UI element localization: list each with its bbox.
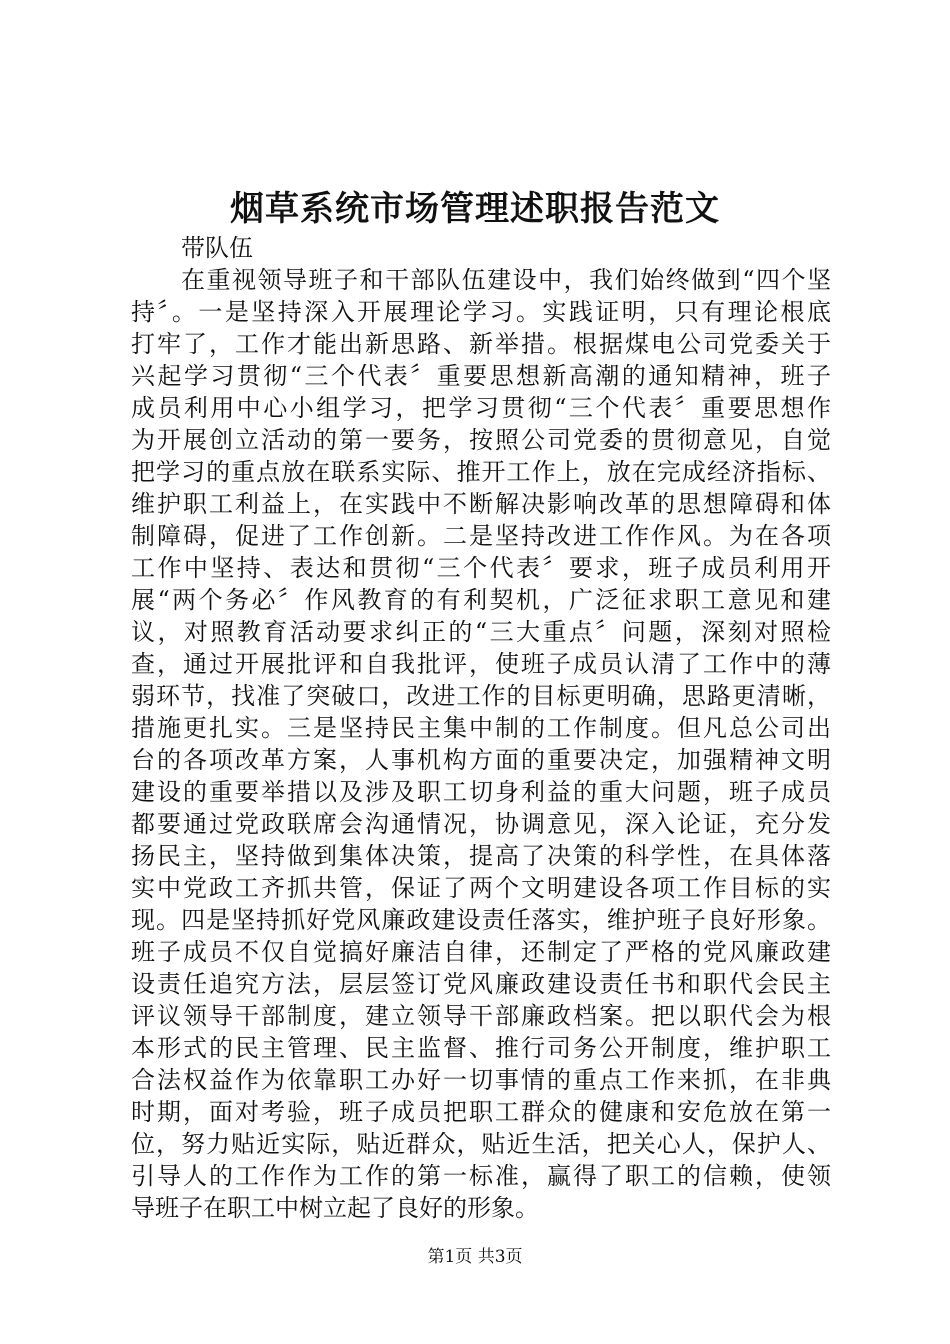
paragraph-line: 措施更扎实。三是坚持民主集中制的工作制度。但凡总公司出	[131, 714, 831, 742]
paragraph-line: 制障碍，促进了工作创新。二是坚持改进工作作风。为在各项	[131, 522, 831, 550]
paragraph-line: 评议领导干部制度，建立领导干部廉政档案。把以职代会为根	[131, 1002, 831, 1030]
paragraph-line: 为开展创立活动的第一要务，按照公司党委的贯彻意见，自觉	[131, 426, 831, 454]
paragraph-line: 查，通过开展批评和自我批评，使班子成员认清了工作中的薄	[131, 650, 831, 678]
paragraph-line: 班子成员不仅自觉搞好廉洁自律，还制定了严格的党风廉政建	[131, 938, 831, 966]
paragraph-line: 工作中坚持、表达和贯彻“三个代表〞要求，班子成员利用开	[131, 554, 831, 582]
paragraph-line: 持〞。一是坚持深入开展理论学习。实践证明，只有理论根底	[131, 298, 831, 326]
paragraph-line: 都要通过党政联席会沟通情况，协调意见，深入论证，充分发	[131, 810, 831, 838]
paragraph-line: 本形式的民主管理、民主监督、推行司务公开制度，维护职工	[131, 1034, 831, 1062]
paragraph-line: 现。四是坚持抓好党风廉政建设责任落实，维护班子良好形象。	[131, 906, 831, 934]
paragraph-line: 打牢了，工作才能出新思路、新举措。根据煤电公司党委关于	[131, 330, 831, 358]
paragraph-line: 实中党政工齐抓共管，保证了两个文明建设各项工作目标的实	[131, 874, 831, 902]
page-footer: 第1页 共3页	[427, 1247, 523, 1267]
paragraph-line: 时期，面对考验，班子成员把职工群众的健康和安危放在第一	[131, 1098, 831, 1126]
paragraph-line: 把学习的重点放在联系实际、推开工作上，放在完成经济指标、	[131, 458, 831, 486]
paragraph-line: 议，对照教育活动要求纠正的“三大重点〞问题，深刻对照检	[131, 618, 831, 646]
paragraph-line: 设责任追究方法，层层签订党风廉政建设责任书和职代会民主	[131, 970, 831, 998]
paragraph-line: 兴起学习贯彻“三个代表〞重要思想新高潮的通知精神，班子	[131, 362, 831, 390]
document-body	[131, 232, 831, 1224]
paragraph-line: 扬民主，坚持做到集体决策，提高了决策的科学性，在具体落	[131, 842, 831, 870]
paragraph-line: 引导人的工作作为工作的第一标准，赢得了职工的信赖，使领	[131, 1162, 831, 1190]
document-title: 烟草系统市场管理述职报告范文	[230, 189, 720, 229]
paragraph-line: 在重视领导班子和干部队伍建设中，我们始终做到“四个坚	[181, 266, 831, 294]
paragraph-line: 维护职工利益上，在实践中不断解决影响改革的思想障碍和体	[131, 490, 831, 518]
paragraph-line: 位，努力贴近实际，贴近群众，贴近生活，把关心人，保护人、	[131, 1130, 831, 1158]
paragraph-line: 成员利用中心小组学习，把学习贯彻“三个代表〞重要思想作	[131, 394, 831, 422]
paragraph	[131, 264, 831, 1224]
paragraph-line: 展“两个务必〞作风教育的有利契机，广泛征求职工意见和建	[131, 586, 831, 614]
paragraph-line: 建设的重要举措以及涉及职工切身利益的重大问题，班子成员	[131, 778, 831, 806]
paragraph-line: 导班子在职工中树立起了良好的形象。	[131, 1194, 539, 1222]
paragraph-line: 台的各项改革方案，人事机构方面的重要决定，加强精神文明	[131, 746, 831, 774]
section-heading: 带队伍	[181, 234, 253, 262]
paragraph-line: 弱环节，找准了突破口，改进工作的目标更明确，思路更清晰，	[131, 682, 831, 710]
paragraph-line: 合法权益作为依靠职工办好一切事情的重点工作来抓，在非典	[131, 1066, 831, 1094]
